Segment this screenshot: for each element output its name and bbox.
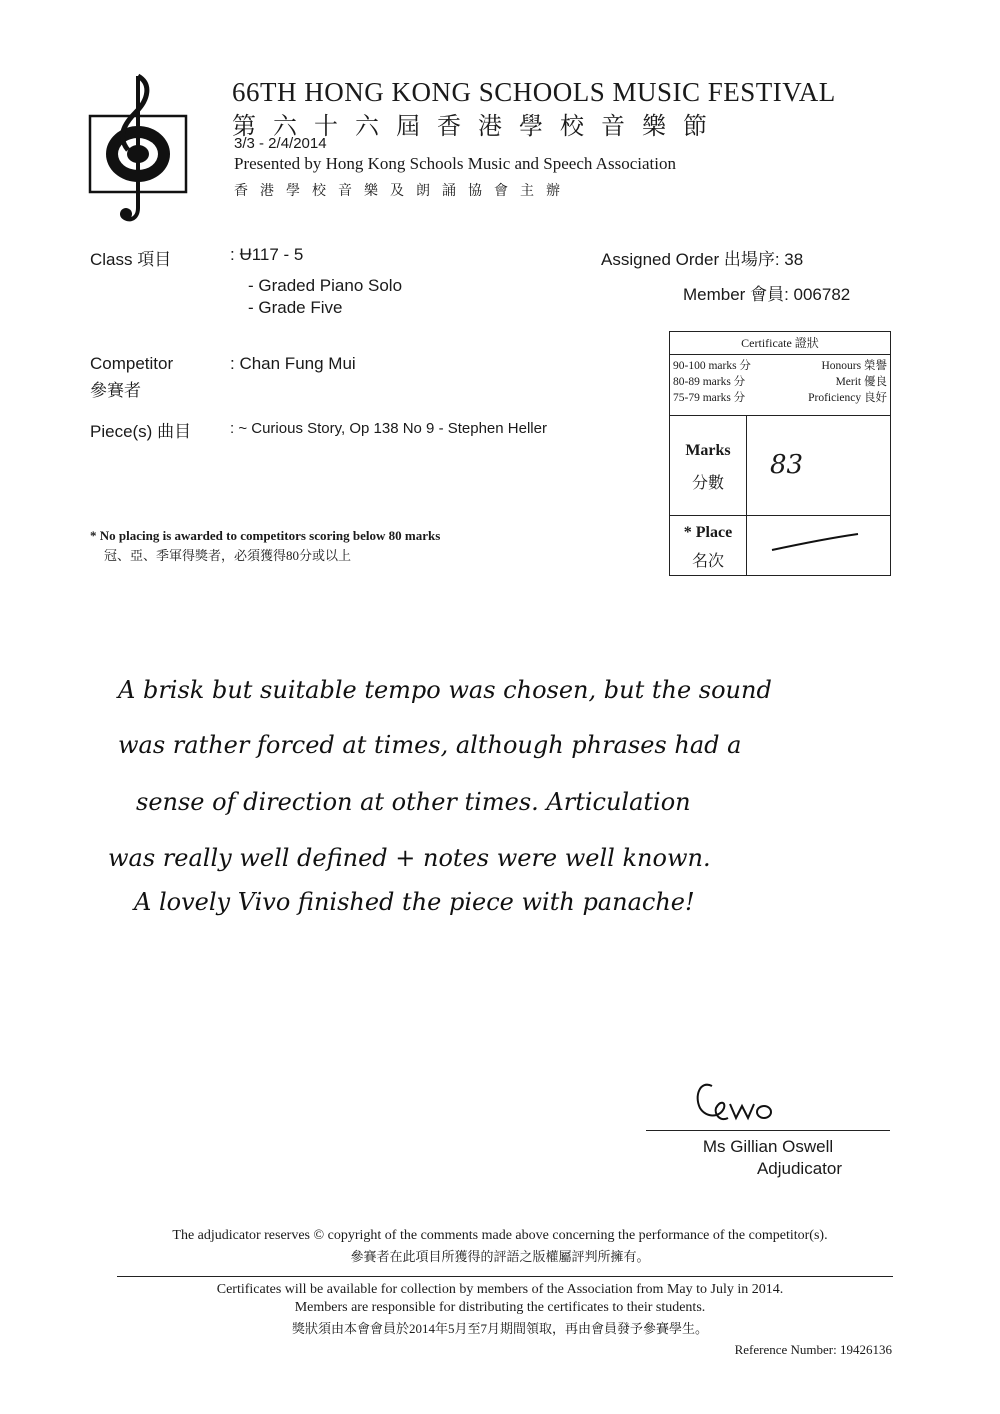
- adjudicator-signature: [690, 1078, 780, 1130]
- reference-number: Reference Number: 19426136: [734, 1342, 892, 1357]
- pieces-label: Piece(s) 曲目: [90, 422, 192, 441]
- place-label-zh: 名次: [691, 553, 724, 570]
- certificate-column-divider: [746, 416, 747, 576]
- assigned-order: Assigned Order 出場序: 38: [601, 250, 804, 269]
- footer-line: Members are responsible for distributing the certificates to their students.: [294, 1300, 706, 1315]
- footer-line: 獎狀須由本會會員於2014年5月至7月期間領取，再由會員發予參賽學生。: [291, 1321, 708, 1336]
- certificate-award: Honours 榮譽: [821, 360, 887, 372]
- footer-divider: [117, 1276, 893, 1277]
- member-number: Member 會員: 006782: [683, 285, 851, 304]
- comment-line: A brisk but suitable tempo was chosen, but the sound: [118, 676, 772, 704]
- pieces-value: : ~ Curious Story, Op 138 No 9 - Stephen Heller: [230, 420, 547, 437]
- festival-logo: [88, 70, 188, 230]
- certificate-award: Merit 優良: [835, 376, 887, 388]
- placing-note: * No placing is awarded to competitors scoring below 80 marks: [90, 528, 441, 543]
- competitor-label: Competitor: [90, 354, 174, 373]
- placing-note-zh: 冠、亞、季軍得獎者，必須獲得80分或以上: [104, 548, 352, 563]
- comment-line: was rather forced at times, although phrases had a: [118, 731, 742, 759]
- footer-line: Certificates will be available for collection by members of the Association from May to July in 2014.: [216, 1282, 784, 1297]
- competitor-name: : Chan Fung Mui: [230, 354, 356, 373]
- certificate-heading: Certificate 證狀: [670, 332, 890, 355]
- certificate-award: Proficiency 良好: [808, 392, 887, 404]
- adjudicator-title: Adjudicator: [756, 1159, 842, 1178]
- certificate-range: 80-89 marks 分: [673, 376, 746, 388]
- marks-value: 83: [770, 450, 804, 480]
- class-description-1: - Graded Piano Solo: [248, 276, 403, 295]
- competitor-label-zh: 參賽者: [90, 381, 141, 400]
- comment-line: was really well defined + notes were well known.: [108, 844, 711, 872]
- copyright-notice: The adjudicator reserves © copyright of the comments made above concerning the performance of the competitor(s).: [172, 1228, 828, 1243]
- festival-dates: 3/3 - 2/4/2014: [234, 135, 327, 152]
- place-dash-mark: [770, 530, 860, 554]
- certificate-range: 90-100 marks 分: [673, 360, 751, 372]
- festival-title-zh: 第六十六屆香港學校音樂節: [232, 114, 724, 140]
- copyright-notice-zh: 參賽者在此項目所獲得的評語之版權屬評判所擁有。: [350, 1249, 650, 1264]
- certificate-divider: [670, 415, 890, 416]
- festival-title: 66TH HONG KONG SCHOOLS MUSIC FESTIVAL: [232, 77, 836, 107]
- marks-label-zh: 分數: [691, 475, 724, 492]
- place-label: * Place: [683, 524, 733, 541]
- adjudicator-name: Ms Gillian Oswell: [702, 1137, 834, 1156]
- certificate-row: [673, 390, 887, 406]
- marks-label: Marks: [685, 442, 731, 459]
- class-value: : Ʉ117 - 5: [230, 245, 304, 264]
- signature-line: [646, 1130, 890, 1131]
- certificate-box: [669, 331, 891, 576]
- presented-by: Presented by Hong Kong Schools Music and Speech Association: [234, 154, 676, 173]
- certificate-divider: [670, 515, 890, 516]
- presented-by-zh: 香港學校音樂及朗誦協會主辦: [234, 184, 572, 199]
- comment-line: sense of direction at other times. Articulation: [136, 788, 691, 816]
- treble-clef-icon: [88, 70, 188, 230]
- class-description-2: - Grade Five: [248, 298, 343, 317]
- certificate-row: [673, 358, 887, 374]
- comment-line: A lovely Vivo finished the piece with panache!: [134, 888, 695, 916]
- certificate-range: 75-79 marks 分: [673, 392, 746, 404]
- class-label: Class 項目: [90, 250, 172, 269]
- certificate-row: [673, 374, 887, 390]
